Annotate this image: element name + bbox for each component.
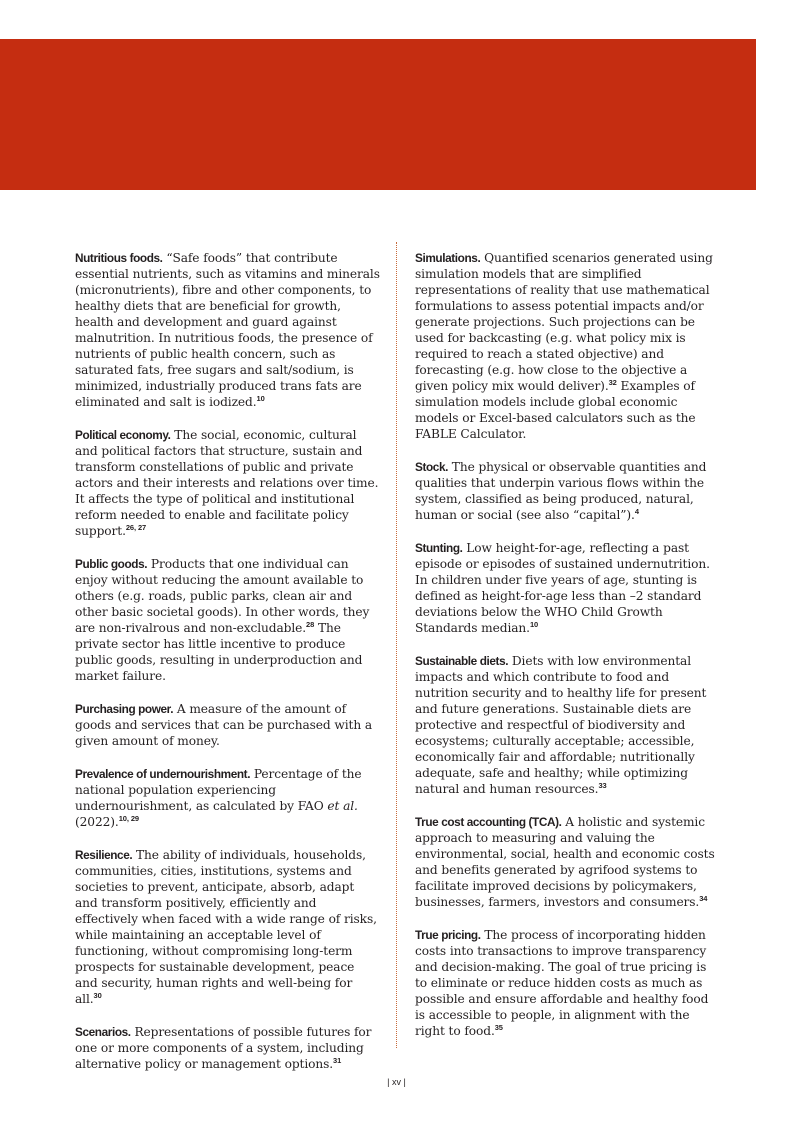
glossary-definition: The ability of individuals, households, communities, cities, institutions, systems and societies to prevent, anticipate, absorb, adapt and transform positively, efficiently and effectively when faced with a wide range of risks, while maintaining an acceptable level of functioning, without compromising long-term prospects for sustainable development, peace and security, human rights and well-being for all. [75,848,377,1006]
column-divider [396,242,397,1048]
right-column [415,250,715,1056]
glossary-definition: The social, economic, cultural and political factors that structure, sustain and transform constellations of public and private actors and their interests and relations over time. It affects the type of political and institutional reform needed to enable and facilitate policy support. [75,428,379,538]
glossary-definition: Diets with low environmental impacts and which contribute to food and nutrition security and to healthy life for present and future generations. Sustainable diets are protective and respectful of biodiversity and ecosystems; culturally acceptable; accessible, economically fair and affordable; nutritionally adequate, safe and healthy; while optimizing natural and human resources. [415,654,707,796]
glossary-entry-prevalence-of-undernourishment [75,766,380,830]
glossary-definition: Quantified scenarios generated using simulation models that are simplified representations of reality that use mathematical formulations to assess potential impacts and/or generate projections. Such projections can be used for backcasting (e.g. what policy mix is required to reach a stated objective) and forecasting (e.g. how close to the objective a given policy mix would deliver). [415,251,713,393]
glossary-definition: A measure of the amount of goods and services that can be purchased with a given amount of money. [75,702,373,748]
glossary-term: Stock. [415,460,449,474]
glossary-term: Sustainable diets. [415,654,509,668]
glossary-entry-resilience [75,847,380,1007]
glossary-entry-stunting [415,540,715,636]
glossary-term: Resilience. [75,848,133,862]
left-column [75,250,380,1089]
footnote-ref: 35 [494,1022,503,1032]
glossary-entry-political-economy [75,427,380,539]
footnote-ref: 10, 29 [118,813,139,823]
footnote-ref: 10 [256,393,265,403]
citation-italic: et al. [327,799,358,813]
glossary-definition: Percentage of the national population experiencing undernourishment, as calculated by FAO [75,767,362,813]
glossary-entry-purchasing-power [75,701,380,749]
glossary-term: Public goods. [75,557,148,571]
footnote-ref: 26, 27 [125,522,147,532]
glossary-term: Prevalence of undernourishment. [75,767,251,781]
footnote-ref: 33 [598,780,607,790]
glossary-entry-sustainable-diets [415,653,715,797]
footnote-ref: 32 [608,377,617,387]
footnote-ref: 30 [93,990,102,1000]
glossary-term: Scenarios. [75,1025,131,1039]
glossary-term: Stunting. [415,541,463,555]
citation-year: (2022). [75,815,119,829]
page-number: | xv | [387,1077,406,1087]
glossary-definition: The physical or observable quantities and qualities that underpin various flows within the system, classified as being produced, natural, human or social (see also “capital”). [415,460,707,522]
glossary-entry-public-goods [75,556,380,684]
glossary-term: Simulations. [415,251,481,265]
glossary-definition: Products that one individual can enjoy without reducing the amount available to others (e.g. roads, public parks, clean air and other basic societal goods). In other words, they are non-rivalrous and non-excludable. [75,557,370,635]
footnote-ref: 10 [529,619,539,629]
footnote-ref: 4 [634,506,639,516]
glossary-term: Purchasing power. [75,702,174,716]
glossary-definition-continued: The private sector has little incentive to produce public goods, resulting in underproduction and market failure. [75,621,363,683]
footnote-ref: 31 [333,1055,342,1065]
glossary-definition: The process of incorporating hidden costs into transactions to improve transparency and decision-making. The goal of true pricing is to eliminate or reduce hidden costs as much as possible and ensure affordable and healthy food is accessible to people, in alignment with the right to food. [415,928,709,1038]
glossary-term: Political economy. [75,428,171,442]
glossary-term: True cost accounting (TCA). [415,815,562,829]
glossary-entry-scenarios [75,1024,380,1072]
glossary-entry-simulations [415,250,715,442]
glossary-entry-true-pricing [415,927,715,1039]
glossary-definition-continued: Examples of simulation models include global economic models or Excel-based calculators such as the FABLE Calculator. [415,379,696,441]
glossary-term: Nutritious foods. [75,251,163,265]
footnote-ref: 34 [699,893,708,903]
header-banner [0,39,756,190]
glossary-entry-stock [415,459,715,523]
glossary-definition: “Safe foods” that contribute essential nutrients, such as vitamins and minerals (micronutrients), fibre and other components, to healthy diets that are beneficial for growth, health and development and guard against malnutrition. In nutritious foods, the presence of nutrients of public health concern, such as saturated fats, free sugars and salt/sodium, is minimized, industrially produced trans fats are eliminated and salt is iodized. [75,251,380,409]
glossary-definition: Low height-for-age, reflecting a past episode or episodes of sustained undernutrition. In children under five years of age, stunting is defined as height-for-age less than –2 standard deviations below the WHO Child Growth Standards median. [415,541,710,635]
glossary-term: True pricing. [415,928,481,942]
glossary-definition: Representations of possible futures for one or more components of a system, including alternative policy or management options. [75,1025,372,1071]
footnote-ref: 28 [306,619,315,629]
glossary-definition: A holistic and systemic approach to measuring and valuing the environmental, social, health and economic costs and benefits generated by agrifood systems to facilitate improved decisions by policymakers, businesses, farmers, investors and consumers. [415,815,715,909]
glossary-entry-nutritious-foods [75,250,380,410]
glossary-entry-true-cost-accounting [415,814,715,910]
